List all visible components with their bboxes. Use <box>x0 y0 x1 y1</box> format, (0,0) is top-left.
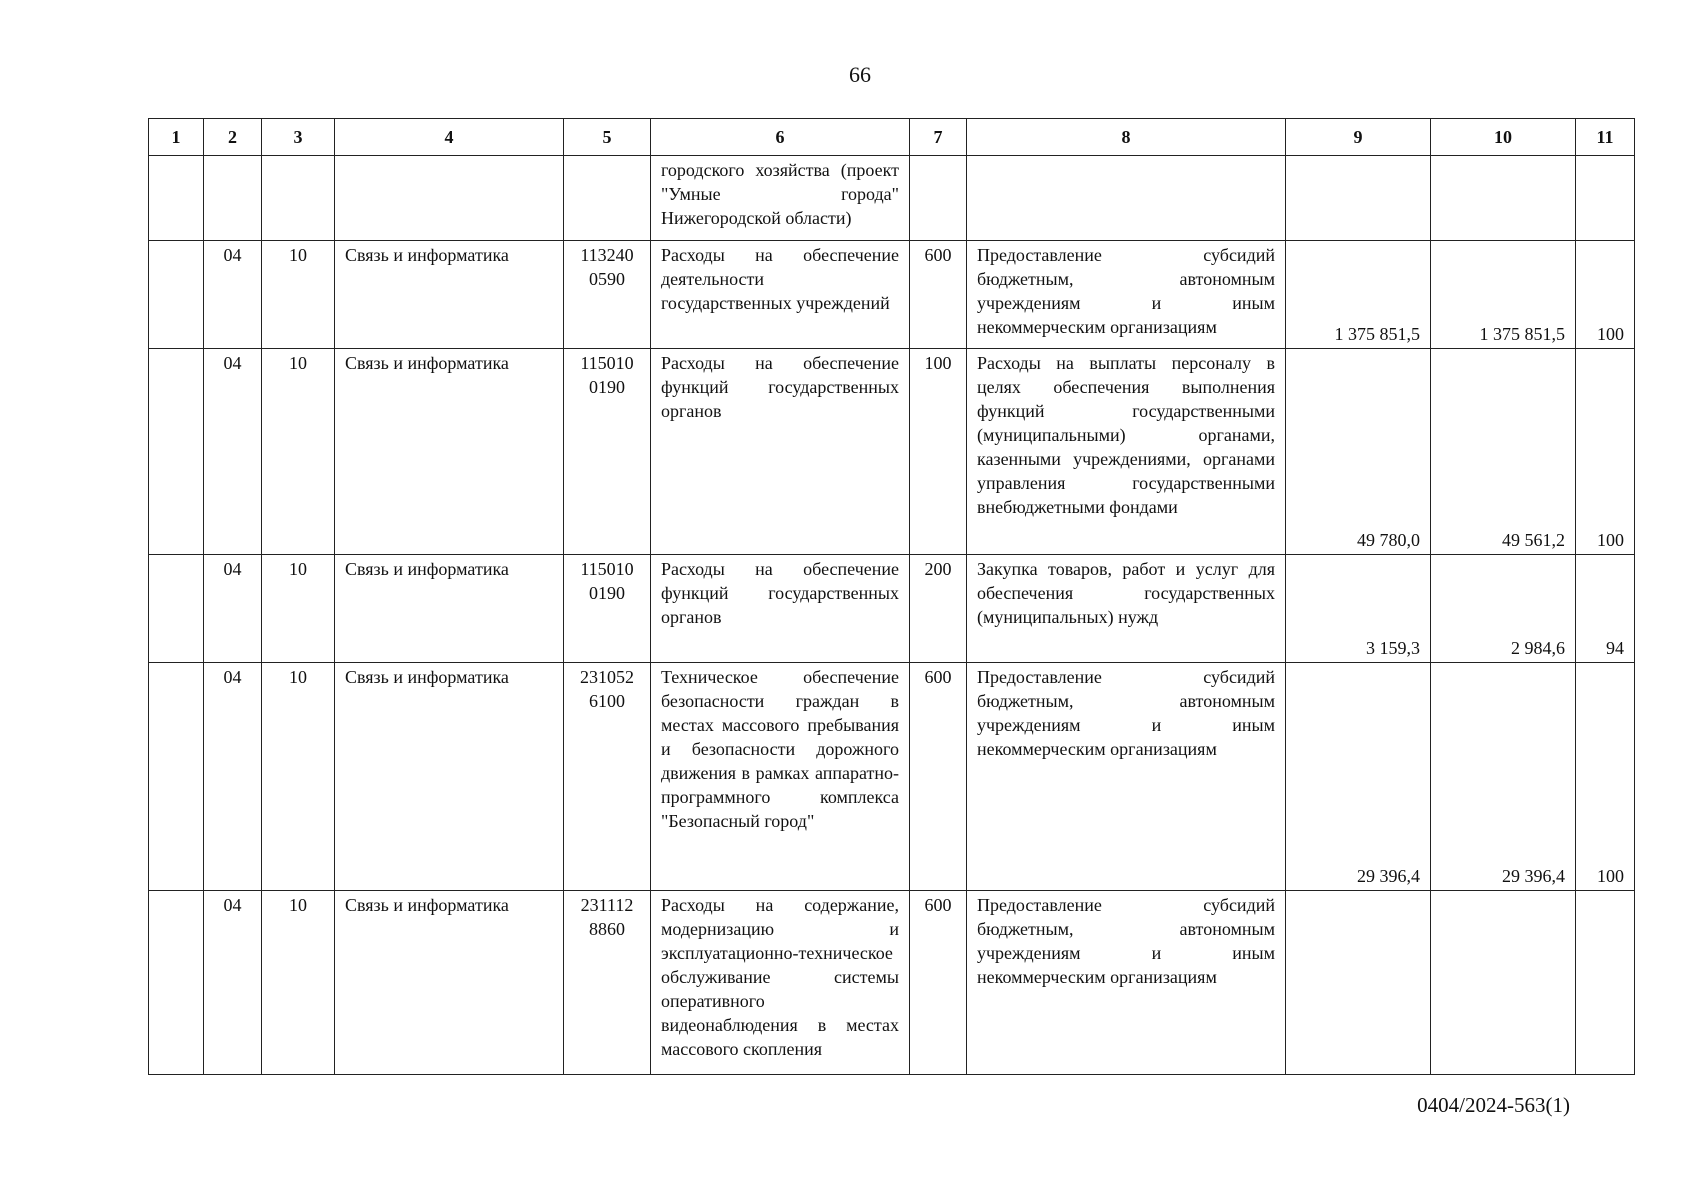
cell-target-name: Техническое обеспечение безопасности граждан в местах массового пребывания и безопасности дорожного движения в рамках аппаратно-программного комплекса "Безопасный город" <box>651 663 910 891</box>
cell-expense-name: Предоставление субсидий бюджетным, автономным учреждениям и иным некоммерческим организациям <box>967 663 1286 891</box>
cell-section: 04 <box>204 663 262 891</box>
cell-plan: 49 780,0 <box>1286 349 1431 555</box>
col-header-10: 10 <box>1431 119 1576 156</box>
cell-col1 <box>149 891 204 1075</box>
cell-subsection: 10 <box>262 663 335 891</box>
cell-plan: 3 159,3 <box>1286 555 1431 663</box>
cell-actual: 49 561,2 <box>1431 349 1576 555</box>
cell-expense-type: 600 <box>910 663 967 891</box>
cell-section: 04 <box>204 349 262 555</box>
cell-section-name: Связь и информатика <box>335 555 564 663</box>
cell-subsection <box>262 156 335 241</box>
page-number: 66 <box>849 62 871 87</box>
cell-section: 04 <box>204 555 262 663</box>
table-row <box>149 663 1635 891</box>
cell-actual: 29 396,4 <box>1431 663 1576 891</box>
cell-expense-name <box>967 156 1286 241</box>
cell-target-code: 231112 8860 <box>564 891 651 1075</box>
table-row <box>149 349 1635 555</box>
cell-subsection: 10 <box>262 349 335 555</box>
col-header-6: 6 <box>651 119 910 156</box>
table-row <box>149 891 1635 1075</box>
cell-expense-type: 200 <box>910 555 967 663</box>
cell-expense-name: Расходы на выплаты персоналу в целях обеспечения выполнения функций государственными (муниципальными) органами, казенными учреждениями, органами управления государственными внебюджетными фондами <box>967 349 1286 555</box>
cell-target-code: 115010 0190 <box>564 555 651 663</box>
col-header-8: 8 <box>967 119 1286 156</box>
cell-col1 <box>149 241 204 349</box>
cell-target-code: 231052 6100 <box>564 663 651 891</box>
cell-section <box>204 156 262 241</box>
cell-actual: 1 375 851,5 <box>1431 241 1576 349</box>
cell-section-name: Связь и информатика <box>335 349 564 555</box>
cell-expense-type <box>910 156 967 241</box>
col-header-1: 1 <box>149 119 204 156</box>
cell-expense-name: Закупка товаров, работ и услуг для обеспечения государственных (муниципальных) нужд <box>967 555 1286 663</box>
cell-target-code: 113240 0590 <box>564 241 651 349</box>
cell-actual <box>1431 891 1576 1075</box>
col-header-9: 9 <box>1286 119 1431 156</box>
col-header-4: 4 <box>335 119 564 156</box>
cell-percent: 94 <box>1576 555 1635 663</box>
cell-target-name: Расходы на обеспечение функций государственных органов <box>651 555 910 663</box>
table-row <box>149 156 1635 241</box>
cell-col1 <box>149 349 204 555</box>
cell-plan: 29 396,4 <box>1286 663 1431 891</box>
cell-section: 04 <box>204 891 262 1075</box>
budget-table <box>148 118 1635 1075</box>
cell-expense-type: 600 <box>910 241 967 349</box>
cell-percent: 100 <box>1576 241 1635 349</box>
cell-expense-type: 100 <box>910 349 967 555</box>
cell-section-name: Связь и информатика <box>335 891 564 1075</box>
document-code: 0404/2024-563(1) <box>1417 1093 1570 1117</box>
cell-actual: 2 984,6 <box>1431 555 1576 663</box>
cell-subsection: 10 <box>262 241 335 349</box>
col-header-2: 2 <box>204 119 262 156</box>
cell-expense-type: 600 <box>910 891 967 1075</box>
cell-target-name: Расходы на обеспечение деятельности государственных учреждений <box>651 241 910 349</box>
cell-percent <box>1576 156 1635 241</box>
cell-section: 04 <box>204 241 262 349</box>
cell-target-name: городского хозяйства (проект "Умные города" Нижегородской области) <box>651 156 910 241</box>
col-header-11: 11 <box>1576 119 1635 156</box>
cell-col1 <box>149 555 204 663</box>
col-header-3: 3 <box>262 119 335 156</box>
cell-plan <box>1286 891 1431 1075</box>
cell-section-name <box>335 156 564 241</box>
cell-percent: 100 <box>1576 349 1635 555</box>
cell-target-name: Расходы на обеспечение функций государственных органов <box>651 349 910 555</box>
header-row <box>149 119 1635 156</box>
col-header-7: 7 <box>910 119 967 156</box>
table-row <box>149 241 1635 349</box>
col-header-5: 5 <box>564 119 651 156</box>
cell-section-name: Связь и информатика <box>335 663 564 891</box>
cell-col1 <box>149 663 204 891</box>
cell-expense-name: Предоставление субсидий бюджетным, автономным учреждениям и иным некоммерческим организациям <box>967 241 1286 349</box>
cell-col1 <box>149 156 204 241</box>
cell-target-name: Расходы на содержание, модернизацию и эксплуатационно-техническое обслуживание системы оперативного видеонаблюдения в местах массового скопления <box>651 891 910 1075</box>
table-row <box>149 555 1635 663</box>
cell-actual <box>1431 156 1576 241</box>
cell-target-code: 115010 0190 <box>564 349 651 555</box>
cell-section-name: Связь и информатика <box>335 241 564 349</box>
cell-subsection: 10 <box>262 555 335 663</box>
cell-subsection: 10 <box>262 891 335 1075</box>
cell-plan <box>1286 156 1431 241</box>
cell-plan: 1 375 851,5 <box>1286 241 1431 349</box>
cell-target-code <box>564 156 651 241</box>
cell-percent: 100 <box>1576 663 1635 891</box>
cell-percent <box>1576 891 1635 1075</box>
cell-expense-name: Предоставление субсидий бюджетным, автономным учреждениям и иным некоммерческим организациям <box>967 891 1286 1075</box>
